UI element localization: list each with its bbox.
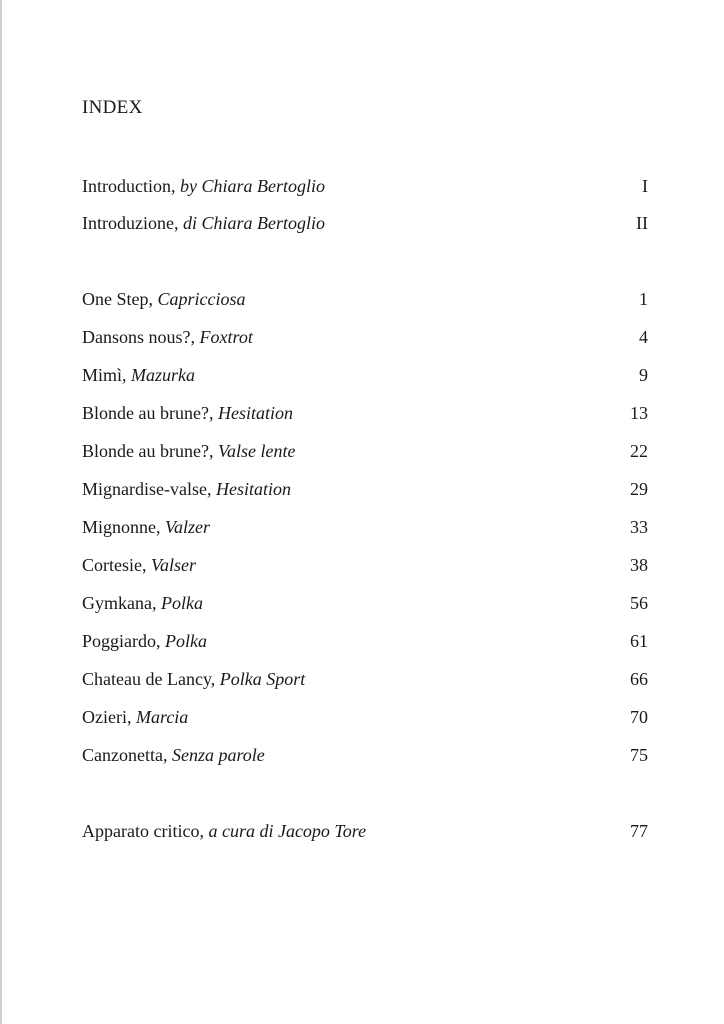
toc-entry-page-number: 22 xyxy=(630,441,648,461)
toc-entry-title: Introduction, by Chiara Bertoglio xyxy=(82,176,325,196)
toc-entry-page-number: 4 xyxy=(639,327,648,347)
toc-entry-introduzione[interactable] xyxy=(82,211,648,235)
toc-entry-title: Ozieri, Marcia xyxy=(82,707,189,727)
toc-entry-subtitle: Marcia xyxy=(135,707,189,727)
toc-entry-subtitle: Polka xyxy=(160,593,203,613)
toc-entry-subtitle: Senza parole xyxy=(171,745,265,765)
toc-entry-title: Canzonetta, Senza parole xyxy=(82,745,265,765)
toc-entry-title: Apparato critico, a cura di Jacopo Tore xyxy=(82,821,367,841)
toc-entry-title: Poggiardo, Polka xyxy=(82,631,207,651)
toc-entry-dansons-nous[interactable] xyxy=(82,325,648,349)
toc-entry-subtitle: a cura di Jacopo Tore xyxy=(208,821,367,841)
toc-entry-page-number: 75 xyxy=(630,745,648,765)
toc-entry-title: Mimì, Mazurka xyxy=(82,365,196,385)
toc-entry-subtitle: Hesitation xyxy=(215,479,291,499)
toc-entry-title: Mignonne, Valzer xyxy=(82,517,210,537)
toc-entry-apparato-critico[interactable] xyxy=(82,819,648,843)
toc-entry-one-step[interactable] xyxy=(82,287,648,311)
toc-entry-title: One Step, Capricciosa xyxy=(82,289,246,309)
toc-entry-mimi[interactable] xyxy=(82,363,648,387)
toc-entry-subtitle: Polka xyxy=(165,631,207,651)
toc-entry-subtitle: Capricciosa xyxy=(157,289,246,309)
toc-entry-page-number: 61 xyxy=(630,631,648,651)
page-edge-divider xyxy=(0,0,2,1024)
toc-entry-page-number: 1 xyxy=(639,289,648,309)
toc-entry-subtitle: Foxtrot xyxy=(199,327,253,347)
toc-entry-mignardise[interactable] xyxy=(82,477,648,501)
toc-entry-title: Dansons nous?, Foxtrot xyxy=(82,327,253,347)
toc-entry-subtitle: Valser xyxy=(151,555,196,575)
toc-entry-blonde-hesitation[interactable] xyxy=(82,401,648,425)
toc-entry-title: Mignardise-valse, Hesitation xyxy=(82,479,291,499)
toc-entry-title: Introduzione, di Chiara Bertoglio xyxy=(82,213,325,233)
toc-entry-ozieri[interactable] xyxy=(82,705,648,729)
toc-entry-poggiardo[interactable] xyxy=(82,629,648,653)
toc-entry-title: Blonde au brune?, Valse lente xyxy=(82,441,296,461)
toc-entry-title: Gymkana, Polka xyxy=(82,593,203,613)
toc-entry-canzonetta[interactable] xyxy=(82,743,648,767)
toc-entry-subtitle: Mazurka xyxy=(131,365,196,385)
toc-entry-chateau-de-lancy[interactable] xyxy=(82,667,648,691)
toc-entry-cortesie[interactable] xyxy=(82,553,648,577)
toc-entry-subtitle: Valse lente xyxy=(217,441,296,461)
toc-entry-page-number: 38 xyxy=(630,555,648,575)
toc-entry-page-number: 66 xyxy=(630,669,648,689)
toc-entry-page-number: 77 xyxy=(630,821,648,841)
toc-entry-page-number: 29 xyxy=(630,479,648,499)
toc-entry-page-number: 33 xyxy=(630,517,648,537)
toc-entry-page-number: I xyxy=(642,176,648,196)
toc-entry-subtitle: Valzer xyxy=(165,517,210,537)
toc-entry-title: Chateau de Lancy, Polka Sport xyxy=(82,669,306,689)
toc-entry-subtitle: di Chiara Bertoglio xyxy=(182,213,325,233)
toc-entry-introduction[interactable] xyxy=(82,174,648,198)
toc-entry-subtitle: Hesitation xyxy=(217,403,293,423)
toc-entry-page-number: II xyxy=(636,213,648,233)
toc-entry-mignonne[interactable] xyxy=(82,515,648,539)
toc-entry-subtitle: by Chiara Bertoglio xyxy=(179,176,325,196)
toc-entry-page-number: 56 xyxy=(630,593,648,613)
toc-entry-page-number: 9 xyxy=(639,365,648,385)
page-title: INDEX xyxy=(82,97,143,118)
toc-entry-title: Blonde au brune?, Hesitation xyxy=(82,403,293,423)
toc-entry-blonde-valse[interactable] xyxy=(82,439,648,463)
toc-entry-title: Cortesie, Valser xyxy=(82,555,196,575)
toc-entry-page-number: 13 xyxy=(630,403,648,423)
toc-entry-subtitle: Polka Sport xyxy=(219,669,306,689)
toc-entry-gymkana[interactable] xyxy=(82,591,648,615)
toc-entry-page-number: 70 xyxy=(630,707,648,727)
